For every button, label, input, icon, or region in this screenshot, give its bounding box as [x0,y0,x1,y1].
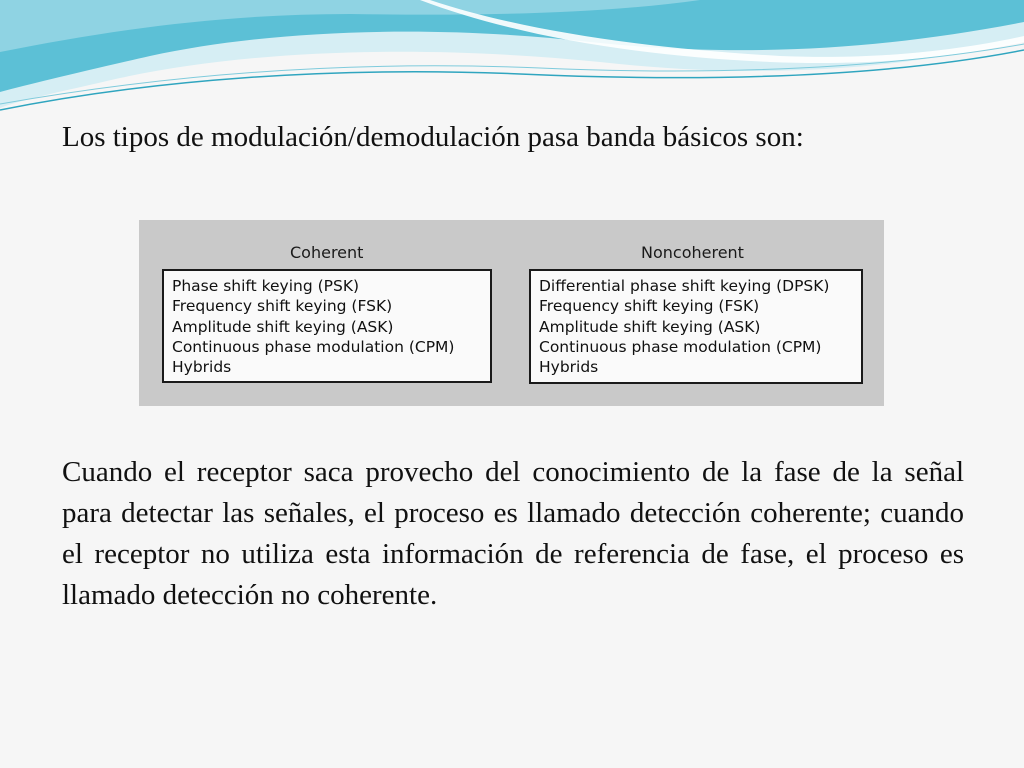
list-item: Continuous phase modulation (CPM) [539,337,822,356]
header-wave-decoration [0,0,1024,130]
noncoherent-title: Noncoherent [641,243,744,262]
list-item: Continuous phase modulation (CPM) [172,337,455,356]
body-text: Cuando el receptor saca provecho del conocimiento de la fase de la señal para detectar las señales, el proceso es llamado detección coherente; cuando el receptor no utiliza esta información de referencia de fase, el proceso es llamado detección no coherente. [62,456,964,611]
list-item: Hybrids [172,358,232,377]
list-item: Hybrids [539,358,599,377]
list-item: Amplitude shift keying (ASK) [539,317,761,336]
coherent-title: Coherent [290,243,364,262]
modulation-types-figure [139,220,884,406]
list-item: Frequency shift keying (FSK) [539,297,760,316]
list-item: Frequency shift keying (FSK) [172,297,393,316]
list-item: Phase shift keying (PSK) [172,277,360,295]
coherent-list-box [162,269,492,383]
intro-text: Los tipos de modulación/demodulación pasa banda básicos son: [62,121,804,153]
noncoherent-list-box [529,269,863,384]
list-item: Amplitude shift keying (ASK) [172,317,394,336]
list-item: Differential phase shift keying (DPSK) [539,277,830,295]
